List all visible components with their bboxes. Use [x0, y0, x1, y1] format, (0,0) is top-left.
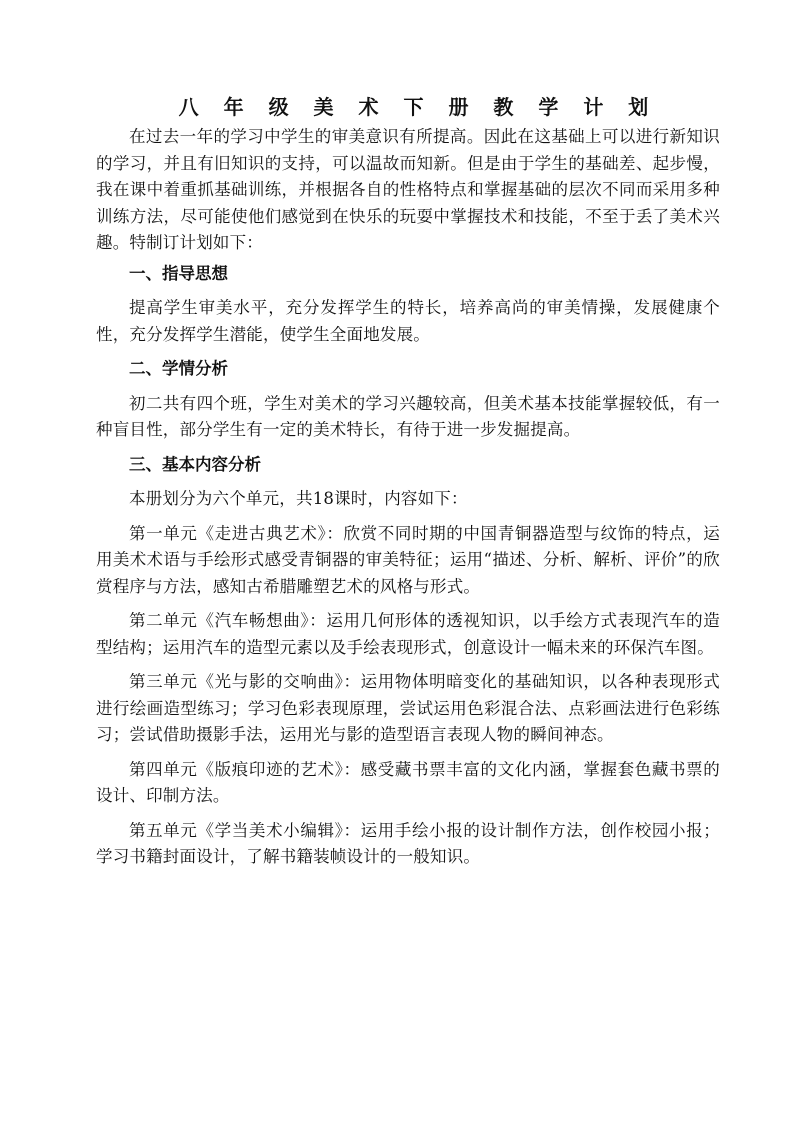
- document-title: 八 年 级 美 术 下 册 教 学 计 划: [178, 95, 658, 119]
- unit-4-paragraph: 第四单元《版痕印迹的艺术》：感受藏书票丰富的文化内涵，掌握套色藏书票的设计、印制方法。: [96, 759, 720, 805]
- unit-2-paragraph: 第二单元《汽车畅想曲》：运用几何形体的透视知识，以手绘方式表现汽车的造型结构；运用汽车的造型元素以及手绘表现形式，创意设计一幅未来的环保汽车图。: [96, 611, 720, 657]
- section-heading-student-analysis: 二、学情分析: [129, 359, 228, 378]
- unit-1-paragraph: 第一单元《走进古典艺术》：欣赏不同时期的中国青铜器造型与纹饰的特点，运用美术术语与手绘形式感受青铜器的审美特征；运用“描述、分析、解析、评价”的欣赏程序与方法，感知古希腊雕塑艺术的风格与形式。: [96, 523, 720, 596]
- unit-5-paragraph: 第五单元《学当美术小编辑》：运用手绘小报的设计制作方法，创作校园小报；学习书籍封面设计，了解书籍装帧设计的一般知识。: [96, 820, 720, 866]
- content-overview-paragraph: 本册划分为六个单元，共18课时，内容如下：: [129, 489, 468, 508]
- section-heading-guiding-ideology: 一、指导思想: [129, 263, 228, 283]
- intro-paragraph: 在过去一年的学习中学生的审美意识有所提高。因此在这基础上可以进行新知识的学习，并且有旧知识的支持，可以温故而知新。但是由于学生的基础差、起步慢，我在课中着重抓基础训练，并根据各自的性格特点和掌握基础的层次不同而采用多种训练方法，尽可能使他们感觉到在快乐的玩耍中掌握技术和技能，不至于丢了美术兴趣。特制订计划如下：: [96, 127, 720, 252]
- guiding-ideology-paragraph: 提高学生审美水平，充分发挥学生的特长，培养高尚的审美情操，发展健康个性，充分发挥学生潜能，使学生全面地发展。: [96, 298, 720, 344]
- document-page: [96, 92, 720, 879]
- section-heading-content-analysis: 三、基本内容分析: [129, 454, 261, 474]
- student-analysis-paragraph: 初二共有四个班，学生对美术的学习兴趣较高，但美术基本技能掌握较低，有一种盲目性，部分学生有一定的美术特长，有待于进一步发掘提高。: [96, 393, 720, 439]
- unit-3-paragraph: 第三单元《光与影的交响曲》：运用物体明暗变化的基础知识，以各种表现形式进行绘画造型练习；学习色彩表现原理，尝试运用色彩混合法、点彩画法进行色彩练习；尝试借助摄影手法，运用光与影的造型语言表现人物的瞬间神态。: [96, 672, 720, 744]
